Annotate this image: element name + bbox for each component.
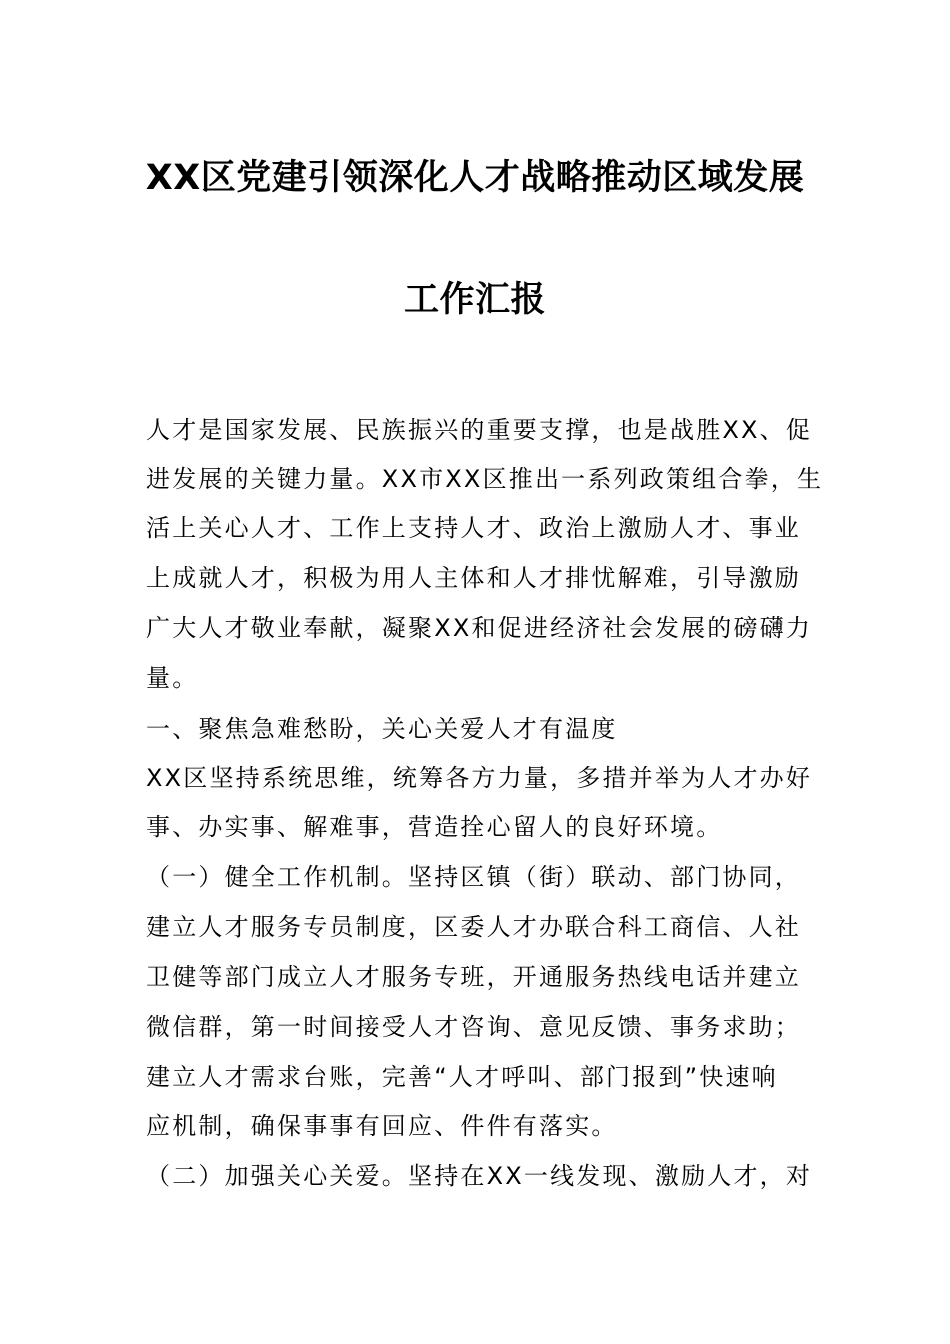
body-line: （二）加强关心关爱。坚持在XX一线发现、激励人才，对 xyxy=(146,1162,813,1190)
body-line: 应机制，确保事事有回应、件件有落实。 xyxy=(146,1112,618,1140)
body-line: 人才是国家发展、民族振兴的重要支撑，也是战胜XX、促 xyxy=(146,416,813,444)
body-line: （一）健全工作机制。坚持区镇（街）联动、部门协同， xyxy=(146,863,801,891)
body-line: 进发展的关键力量。XX市XX区推出一系列政策组合拳，生 xyxy=(146,465,824,493)
body-line: 事、办实事、解难事，营造拴心留人的良好环境。 xyxy=(146,813,723,841)
body-line: 建立人才需求台账，完善“人才呼叫、部门报到”快速响 xyxy=(146,1063,778,1091)
body-line: 上成就人才，积极为用人主体和人才排忧解难，引导激励 xyxy=(146,564,801,592)
body-line: 建立人才服务专员制度，区委人才办联合科工商信、人社 xyxy=(146,913,801,941)
document-title-line-2: 工作汇报 xyxy=(403,280,546,320)
body-line: 广大人才敬业奉献，凝聚XX和促进经济社会发展的磅礴力 xyxy=(146,614,813,642)
section-heading: 一、聚焦急难愁盼，关心关爱人才有温度 xyxy=(146,715,618,743)
body-line: 活上关心人才、工作上支持人才、政治上激励人才、事业 xyxy=(146,514,801,542)
body-line: XX区坚持系统思维，统筹各方力量，多措并举为人才办好 xyxy=(146,764,813,792)
document-title-line-1: XX区党建引领深化人才战略推动区域发展 xyxy=(145,158,805,198)
body-line: 微信群，第一时间接受人才咨询、意见反馈、事务求助； xyxy=(146,1013,801,1041)
body-line: 卫健等部门成立人才服务专班，开通服务热线电话并建立 xyxy=(146,963,801,991)
body-line: 量。 xyxy=(146,664,199,692)
